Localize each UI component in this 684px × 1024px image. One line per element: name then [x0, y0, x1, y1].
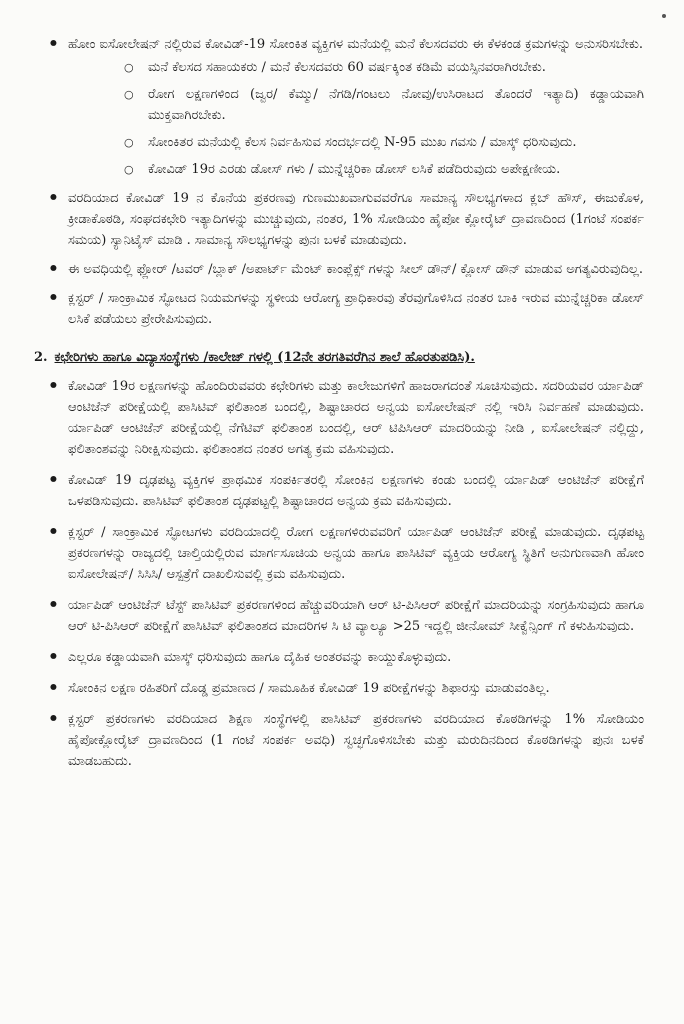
- bullet-text: ಸೋಂಕಿನ ಲಕ್ಷಣ ರಹಿತರಿಗೆ ದೊಡ್ಡ ಪ್ರಮಾಣದ / ಸಾಮೂಹಿಕ ಕೋವಿಡ್ 19 ಪರೀಕ್ಷೆಗಳನ್ನು ಶಿಫಾರಸ್ಸು ಮಾಡುವಂತಿಲ್ಲ.: [68, 681, 550, 696]
- list-item: [34, 376, 644, 460]
- bullet-text: ಕೋವಿಡ್ 19 ದೃಢಪಟ್ಟ ವ್ಯಕ್ತಿಗಳ ಪ್ರಾಥಮಿಕ ಸಂಪರ್ಕಿತರಲ್ಲಿ ಸೋಂಕಿನ ಲಕ್ಷಣಗಳು ಕಂಡು ಬಂದಲ್ಲಿ ರ್ಯಾಪಿಡ್ ಆಂಟಿಜೆನ್ ಪರೀಕ್ಷೆಗೆ ಒಳಪಡಿಸುವುದು. ಪಾಸಿಟಿವ್ ಫಲಿತಾಂಶ ದೃಢಪಟ್ಟಲ್ಲಿ ಶಿಷ್ಟಾಚಾರದ ಅನ್ವಯ ಕ್ರಮ ವಹಿಸುವುದು.: [68, 473, 644, 509]
- bullet-text: ಕ್ಲಸ್ಟರ್ / ಸಾಂಕ್ರಾಮಿಕ ಸ್ಫೋಟದ ನಿಯಮಗಳನ್ನು ಸ್ಥಳೀಯ ಆರೋಗ್ಯ ಪ್ರಾಧಿಕಾರವು ತೆರವುಗೊಳಿಸಿದ ನಂತರ ಬಾಕಿ ಇರುವ ಮುನ್ನೆಚ್ಚರಿಕಾ ಡೋಸ್ ಲಸಿಕೆ ಪಡೆಯಲು ಪ್ರೇರೇಪಿಸುವುದು.: [68, 291, 644, 327]
- scan-speck: [662, 14, 666, 18]
- list-item: [34, 470, 644, 512]
- bullet-text: ಕೋವಿಡ್ 19ರ ಲಕ್ಷಣಗಳನ್ನು ಹೊಂದಿರುವವರು ಕಛೇರಿಗಳು ಮತ್ತು ಕಾಲೇಜುಗಳಿಗೆ ಹಾಜರಾಗದಂತೆ ಸೂಚಿಸುವುದು. ಸದರಿಯವರ ರ್ಯಾಪಿಡ್ ಆಂಟಿಜೆನ್ ಪರೀಕ್ಷೆಯಲ್ಲಿ ಪಾಸಿಟಿವ್ ಫಲಿತಾಂಶ ಬಂದಲ್ಲಿ, ಶಿಷ್ಟಾಚಾರದ ಅನ್ವಯ ಐಸೋಲೇಷನ್ ನಲ್ಲಿ ಇರಿಸಿ ನಿರ್ವಹಣೆ ಮಾಡುವುದು. ರ್ಯಾಪಿಡ್ ಆಂಟಿಜೆನ್ ಪರೀಕ್ಷೆಯಲ್ಲಿ ನೆಗೆಟಿವ್ ಫಲಿತಾಂಶ ಬಂದಲ್ಲಿ, ಆರ್ ಟಿಪಿಸಿಆರ್ ಮಾದರಿಯನ್ನು ನೀಡಿ , ಐಸೋಲೇಷನ್ ನಲ್ಲಿದ್ದು, ಫಲಿತಾಂಶವನ್ನು ನಿರೀಕ್ಷಿಸುವುದು. ಫಲಿತಾಂಶದ ನಂತರ ಅಗತ್ಯ ಕ್ರಮ ವಹಿಸುವುದು.: [68, 379, 644, 457]
- list-item: [34, 288, 644, 330]
- section-heading: [34, 348, 644, 368]
- sub-list-item: [68, 84, 644, 126]
- sub-list-item: [68, 132, 644, 153]
- list-item: [34, 595, 644, 637]
- section2-list: [34, 376, 644, 772]
- bullet-text: ರ್ಯಾಪಿಡ್ ಆಂಟಿಜೆನ್ ಟೆಸ್ಟ್ ಪಾಸಿಟಿವ್ ಪ್ರಕರಣಗಳಿಂದ ಹೆಚ್ಚುವರಿಯಾಗಿ ಆರ್ ಟಿ-ಪಿಸಿಆರ್ ಪರೀಕ್ಷೆಗೆ ಮಾದರಿಯನ್ನು ಸಂಗ್ರಹಿಸುವುದು ಹಾಗೂ ಆರ್ ಟಿ-ಪಿಸಿಆರ್ ಪರೀಕ್ಷೆಗೆ ಪಾಸಿಟಿವ್ ಫಲಿತಾಂಶದ ಮಾದರಿಗಳ ಸಿ ಟಿ ವ್ಯಾಲ್ಯೂ >25 ಇದ್ದಲ್ಲಿ ಜೀನೋಮ್ ಸೀಕ್ವೆನ್ಸಿಂಗ್ ಗೆ ಕಳುಹಿಸುವುದು.: [68, 598, 644, 634]
- list-item: [34, 188, 644, 251]
- list-item: [34, 678, 644, 699]
- bullet-text: ಹೋಂ ಐಸೋಲೇಷನ್ ನಲ್ಲಿರುವ ಕೋವಿಡ್-19 ಸೋಂಕಿತ ವ್ಯಕ್ತಿಗಳ ಮನೆಯಲ್ಲಿ ಮನೆ ಕೆಲಸದವರು ಈ ಕೆಳಕಂಡ ಕ್ರಮಗಳನ್ನು ಅನುಸರಿಸಬೇಕು.: [68, 37, 644, 52]
- list-item: [34, 259, 644, 280]
- bullet-text: ಕ್ಲಸ್ಟರ್ ಪ್ರಕರಣಗಳು ವರದಿಯಾದ ಶಿಕ್ಷಣ ಸಂಸ್ಥೆಗಳಲ್ಲಿ ಪಾಸಿಟಿವ್ ಪ್ರಕರಣಗಳು ವರದಿಯಾದ ಕೊಠಡಿಗಳನ್ನು 1% ಸೋಡಿಯಂ ಹೈಪೋಕ್ಲೋರೈಟ್ ದ್ರಾವಣದಿಂದ (1 ಗಂಟೆ ಸಂಪರ್ಕ ಅವಧಿ) ಸ್ವಚ್ಛಗೊಳಿಸಬೇಕು ಮತ್ತು ಮರುದಿನದಿಂದ ಕೊಠಡಿಗಳನ್ನು ಪುನಃ ಬಳಕೆ ಮಾಡಬಹುದು.: [68, 712, 644, 769]
- section1-list: [34, 34, 644, 330]
- list-item: [34, 709, 644, 772]
- sub-item-text: ಮನೆ ಕೆಲಸದ ಸಹಾಯಕರು / ಮನೆ ಕೆಲಸದವರು 60 ವರ್ಷಕ್ಕಿಂತ ಕಡಿಮೆ ವಯಸ್ಸಿನವರಾಗಿರಬೇಕು.: [148, 60, 546, 75]
- sub-item-text: ಸೋಂಕಿತರ ಮನೆಯಲ್ಲಿ ಕೆಲಸ ನಿರ್ವಹಿಸುವ ಸಂದರ್ಭದಲ್ಲಿ N-95 ಮುಖ ಗವಸು / ಮಾಸ್ಕ್ ಧರಿಸುವುದು.: [148, 135, 577, 150]
- bullet-text: ಕ್ಲಸ್ಟರ್ / ಸಾಂಕ್ರಾಮಿಕ ಸ್ಫೋಟಗಳು ವರದಿಯಾದಲ್ಲಿ ರೋಗ ಲಕ್ಷಣಗಳಿರುವವರಿಗೆ ರ್ಯಾಪಿಡ್ ಆಂಟಿಜೆನ್ ಪರೀಕ್ಷೆ ಮಾಡುವುದು. ದೃಢಪಟ್ಟ ಪ್ರಕರಣಗಳನ್ನು ರಾಜ್ಯದಲ್ಲಿ ಚಾಲ್ತಿಯಲ್ಲಿರುವ ಮಾರ್ಗಸೂಚಿಯ ಅನ್ವಯ ಹಾಗೂ ಪಾಸಿಟಿವ್ ವ್ಯಕ್ತಿಯ ಆರೋಗ್ಯ ಸ್ಥಿತಿಗೆ ಅನುಗುಣವಾಗಿ ಹೋಂ ಐಸೋಲೇಷನ್/ ಸಿಸಿಸಿ/ ಆಸ್ಪತ್ರೆಗೆ ದಾಖಲಿಸುವಲ್ಲಿ ಕ್ರಮ ವಹಿಸುವುದು.: [68, 525, 644, 582]
- sub-item-text: ರೋಗ ಲಕ್ಷಣಗಳಿಂದ (ಜ್ವರ/ ಕೆಮ್ಮು/ ನೆಗಡಿ/ಗಂಟಲು ನೋವು/ಉಸಿರಾಟದ ತೊಂದರೆ ಇತ್ಯಾದಿ) ಕಡ್ಡಾಯವಾಗಿ ಮುಕ್ತವಾಗಿರಬೇಕು.: [148, 87, 644, 123]
- section-number: 2.: [34, 350, 48, 365]
- list-item: [34, 522, 644, 585]
- list-item: [34, 647, 644, 668]
- sub-list-item: [68, 57, 644, 78]
- bullet-text: ವರದಿಯಾದ ಕೋವಿಡ್ 19 ನ ಕೊನೆಯ ಪ್ರಕರಣವು ಗುಣಮುಖವಾಗುವವರೆಗೂ ಸಾಮಾನ್ಯ ಸೌಲಭ್ಯಗಳಾದ ಕ್ಲಬ್ ಹೌಸ್, ಈಜುಕೊಳ, ಕ್ರೀಡಾಕೊಠಡಿ, ಸಂಘದಕಛೇರಿ ಇತ್ಯಾದಿಗಳನ್ನು ಮುಚ್ಚುವುದು, ನಂತರ, 1% ಸೋಡಿಯಂ ಹೈಪೋ ಕ್ಲೋರೈಟ್ ದ್ರಾವಣದಿಂದ (1ಗಂಟೆ ಸಂಪರ್ಕ ಸಮಯ) ಸ್ಯಾನಿಟೈಸ್ ಮಾಡಿ . ಸಾಮಾನ್ಯ ಸೌಲಭ್ಯಗಳನ್ನು ಪುನಃ ಬಳಕೆ ಮಾಡುವುದು.: [68, 191, 644, 248]
- list-item: [34, 34, 644, 180]
- section-title: ಕಛೇರಿಗಳು ಹಾಗೂ ವಿದ್ಯಾಸಂಸ್ಥೆಗಳು /ಕಾಲೇಜ್ ಗಳಲ್ಲಿ (12ನೇ ತರಗತಿವರೆಗಿನ ಶಾಲೆ ಹೊರತುಪಡಿಸಿ).: [54, 350, 475, 365]
- sub-list-item: [68, 159, 644, 180]
- bullet-text: ಈ ಅವಧಿಯಲ್ಲಿ ಫ್ಲೋರ್ /ಟವರ್ /ಬ್ಲಾಕ್ /ಅಪಾರ್ಟ್ ಮೆಂಟ್ ಕಾಂಪ್ಲೆಕ್ಸ್ ಗಳನ್ನು ಸೀಲ್ ಡೌನ್/ ಕ್ಲೋಸ್ ಡೌನ್ ಮಾಡುವ ಅಗತ್ಯವಿರುವುದಿಲ್ಲ.: [68, 262, 644, 277]
- bullet-text: ಎಲ್ಲರೂ ಕಡ್ಡಾಯವಾಗಿ ಮಾಸ್ಕ್ ಧರಿಸುವುದು ಹಾಗೂ ದೈಹಿಕ ಅಂತರವನ್ನು ಕಾಯ್ದುಕೊಳ್ಳುವುದು.: [68, 650, 452, 665]
- sub-item-text: ಕೋವಿಡ್ 19ರ ಎರಡು ಡೋಸ್ ಗಳು / ಮುನ್ನೆಚ್ಚರಿಕಾ ಡೋಸ್ ಲಸಿಕೆ ಪಡೆದಿರುವುದು ಅಪೇಕ್ಷಣೀಯ.: [148, 162, 561, 177]
